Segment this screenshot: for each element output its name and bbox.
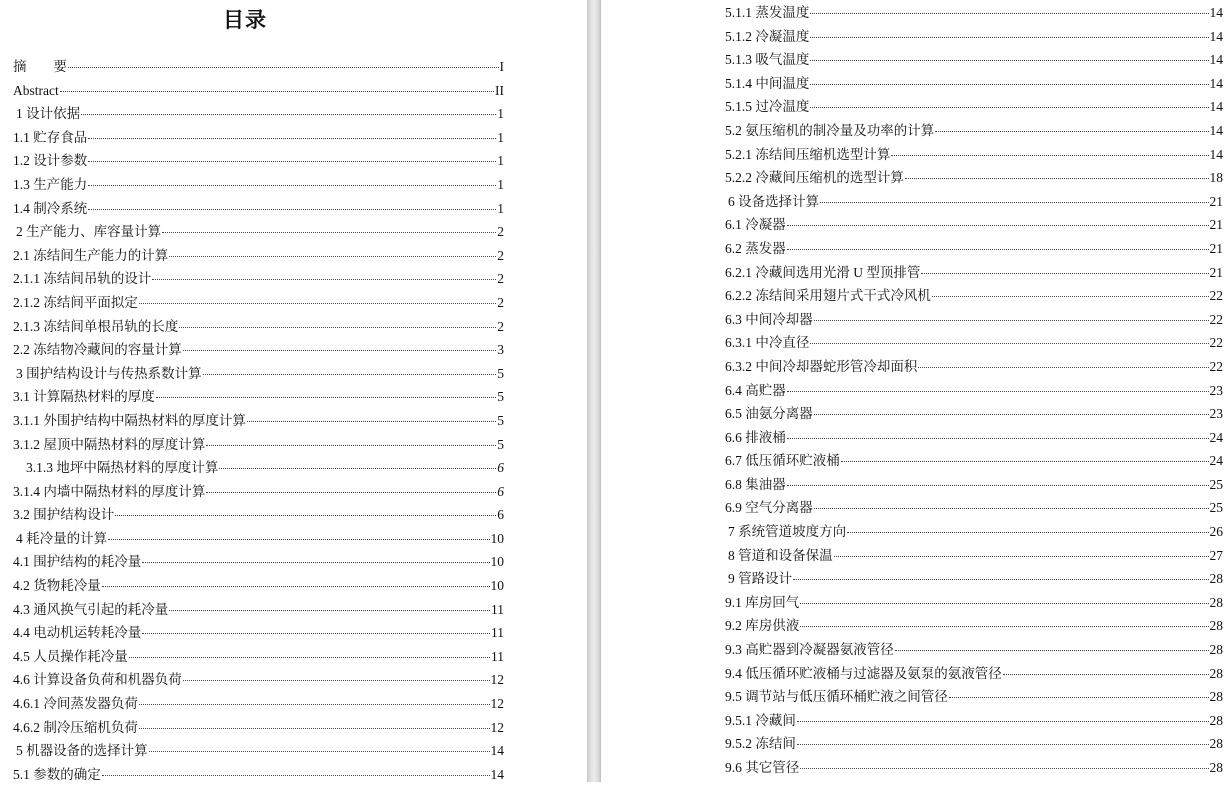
toc-entry-page-number: 18	[1209, 170, 1223, 186]
toc-entry-page-number: 21	[1209, 240, 1223, 256]
toc-dot-leader	[139, 704, 490, 705]
toc-entry-page-number: 2	[497, 271, 504, 287]
toc-entry-page-number: 22	[1209, 358, 1223, 374]
toc-entry[interactable]	[725, 145, 1223, 169]
toc-entry-label: 2.1.3 冻结间单根吊轨的长度	[13, 318, 179, 334]
toc-entry-label: 9.5.1 冷藏间	[725, 712, 796, 728]
toc-entry[interactable]	[725, 404, 1223, 428]
toc-entry-label: 1.3 生产能力	[13, 176, 88, 192]
toc-entry-page-number: 24	[1209, 453, 1223, 469]
toc-entry-label: 6.1 冷凝器	[725, 217, 786, 233]
toc-entry-page-number: 11	[491, 648, 504, 664]
toc-entry[interactable]	[13, 505, 504, 529]
toc-dot-leader	[810, 37, 1208, 38]
toc-entry[interactable]	[13, 670, 504, 694]
toc-entry-label: 9.1 库房回气	[725, 594, 800, 610]
toc-entry-label: 3.2 围护结构设计	[13, 507, 115, 523]
toc-entry[interactable]	[13, 765, 504, 788]
toc-entry-page-number: 5	[497, 365, 504, 381]
toc-entry-label: 5.1.3 吸气温度	[725, 52, 810, 68]
toc-entry[interactable]	[725, 333, 1223, 357]
toc-entry-page-number: 1	[497, 176, 504, 192]
toc-entry[interactable]	[725, 215, 1223, 239]
toc-entry[interactable]	[13, 293, 504, 317]
toc-entry[interactable]	[725, 593, 1223, 617]
toc-entry-label: 4.3 通风换气引起的耗冷量	[13, 601, 169, 617]
toc-entry-label: 4.5 人员操作耗冷量	[13, 648, 128, 664]
toc-entry[interactable]	[725, 357, 1223, 381]
toc-dot-leader	[921, 273, 1208, 274]
toc-entry-label: 5 机器设备的选择计算	[16, 743, 148, 759]
toc-entry-page-number: 11	[491, 625, 504, 641]
toc-entry[interactable]	[13, 246, 504, 270]
toc-entry-label: 4 耗冷量的计算	[16, 530, 108, 546]
toc-entry[interactable]	[13, 623, 504, 647]
toc-entry-label: 1.4 制冷系统	[13, 200, 88, 216]
toc-dot-leader	[81, 114, 496, 115]
toc-entry-page-number: I	[499, 59, 504, 74]
toc-entry-label: 3.1 计算隔热材料的厚度	[13, 389, 155, 405]
toc-entry[interactable]	[725, 121, 1223, 145]
toc-dot-leader	[787, 225, 1209, 226]
toc-entry[interactable]	[13, 552, 504, 576]
toc-dot-leader	[156, 397, 497, 398]
toc-entry-page-number: 22	[1209, 288, 1223, 304]
toc-entry-page-number: 14	[1209, 5, 1223, 20]
toc-entry-label: 6.3 中间冷却器	[725, 311, 813, 327]
toc-entry[interactable]	[13, 151, 504, 175]
toc-entry[interactable]	[13, 694, 504, 718]
toc-dot-leader	[60, 91, 494, 92]
toc-entry-page-number: 26	[1209, 524, 1223, 540]
toc-entry-label: 3.1.3 地坪中隔热材料的厚度计算	[26, 460, 219, 476]
toc-entry-label: 3.1.2 屋顶中隔热材料的厚度计算	[13, 436, 206, 452]
toc-dot-leader	[142, 633, 490, 634]
toc-dot-leader	[787, 485, 1209, 486]
toc-entry-label: 5.2.1 冻结间压缩机选型计算	[725, 146, 891, 162]
toc-entry-page-number: 12	[490, 672, 504, 688]
toc-list-right	[725, 3, 1223, 782]
toc-entry-page-number: 1	[497, 129, 504, 145]
toc-entry[interactable]	[725, 3, 1223, 27]
toc-entry-page-number: 28	[1209, 571, 1223, 587]
toc-entry-label: 3.1.4 内墙中隔热材料的厚度计算	[13, 483, 206, 499]
toc-entry-label: 3 围护结构设计与传热系数计算	[16, 365, 202, 381]
toc-entry-page-number: 27	[1209, 547, 1223, 563]
toc-entry[interactable]	[13, 269, 504, 293]
toc-entry[interactable]	[725, 310, 1223, 334]
toc-dot-leader	[88, 138, 496, 139]
toc-entry[interactable]	[13, 128, 504, 152]
toc-entry-page-number: 14	[1209, 52, 1223, 68]
toc-entry[interactable]	[13, 458, 504, 482]
toc-entry-label: 4.6.1 冷间蒸发器负荷	[13, 696, 138, 712]
toc-entry-page-number: 25	[1209, 476, 1223, 492]
toc-entry-page-number: 3	[497, 342, 504, 358]
toc-entry-label: 2.1 冻结间生产能力的计算	[13, 247, 169, 263]
toc-entry-page-number: 1	[497, 153, 504, 169]
toc-dot-leader	[169, 256, 496, 257]
toc-entry-label: 7 系统管道坡度方向	[728, 524, 847, 540]
toc-entry-page-number: 2	[497, 294, 504, 310]
toc-entry-page-number: 6	[497, 507, 504, 523]
toc-dot-leader	[787, 249, 1209, 250]
toc-entry[interactable]	[725, 286, 1223, 310]
toc-entry-page-number: 14	[490, 743, 504, 759]
toc-entry[interactable]	[13, 104, 504, 128]
toc-entry[interactable]	[725, 239, 1223, 263]
toc-entry[interactable]	[13, 57, 504, 81]
toc-entry-label: 9.3 高贮器到冷凝器氨液管径	[725, 642, 894, 658]
toc-dot-leader	[88, 209, 496, 210]
toc-entry-label: 3.1.1 外围护结构中隔热材料的厚度计算	[13, 412, 246, 428]
toc-dot-leader	[820, 202, 1208, 203]
toc-entry-label: 6.2.1 冷藏间选用光滑 U 型顶排管	[725, 264, 921, 280]
toc-entry-page-number: 6	[497, 483, 504, 499]
toc-entry-page-number: 5	[497, 389, 504, 405]
toc-entry-label: 1.1 贮存食品	[13, 129, 88, 145]
toc-entry[interactable]	[13, 600, 504, 624]
toc-entry[interactable]	[13, 387, 504, 411]
toc-entry-label: 5.1.5 过冷温度	[725, 99, 810, 115]
toc-entry[interactable]	[725, 522, 1223, 546]
toc-entry[interactable]	[13, 175, 504, 199]
toc-dot-leader	[183, 350, 497, 351]
toc-entry-label: 4.6.2 制冷压缩机负荷	[13, 719, 138, 735]
toc-entry-page-number: 23	[1209, 406, 1223, 422]
toc-entry-page-number: 14	[1209, 75, 1223, 91]
toc-entry-label: 4.6 计算设备负荷和机器负荷	[13, 672, 182, 688]
toc-entry-label: 9.5 调节站与低压循环桶贮液之间管径	[725, 689, 948, 705]
toc-entry[interactable]	[13, 340, 504, 364]
toc-entry-label: 2 生产能力、库容量计算	[16, 224, 162, 240]
toc-dot-leader	[68, 67, 499, 68]
toc-dot-leader	[841, 461, 1209, 462]
toc-dot-leader	[142, 562, 489, 563]
toc-list-left	[13, 57, 504, 788]
toc-entry-page-number: 28	[1209, 618, 1223, 634]
toc-dot-leader	[152, 279, 496, 280]
toc-entry-page-number: 21	[1209, 193, 1223, 209]
toc-entry-label: 2.2 冻结物冷藏间的容量计算	[13, 342, 182, 358]
toc-entry-page-number: 21	[1209, 217, 1223, 233]
toc-entry[interactable]	[725, 428, 1223, 452]
toc-dot-leader	[800, 603, 1208, 604]
toc-entry-label: 6.3.1 中冷直径	[725, 335, 810, 351]
toc-entry[interactable]	[13, 222, 504, 246]
toc-entry-page-number: 14	[490, 766, 504, 782]
document-page-right	[601, 0, 1225, 782]
toc-dot-leader	[918, 367, 1208, 368]
toc-entry-page-number: 5	[497, 412, 504, 428]
toc-dot-leader	[932, 296, 1209, 297]
toc-entry[interactable]	[725, 664, 1223, 688]
toc-dot-leader	[800, 626, 1208, 627]
toc-entry-label: 6.2.2 冻结间采用翅片式干式冷风机	[725, 288, 931, 304]
toc-dot-leader	[800, 768, 1208, 769]
toc-entry[interactable]	[725, 475, 1223, 499]
toc-entry-label: 6.5 油氨分离器	[725, 406, 813, 422]
toc-entry-page-number: 2	[497, 247, 504, 263]
toc-dot-leader	[102, 586, 490, 587]
page-divider	[587, 0, 601, 782]
toc-dot-leader	[203, 374, 497, 375]
toc-entry-label: 6.7 低压循环贮液桶	[725, 453, 840, 469]
toc-entry-page-number: II	[495, 82, 504, 98]
toc-entry-page-number: 22	[1209, 335, 1223, 351]
toc-entry-label: 6.4 高贮器	[725, 382, 786, 398]
toc-dot-leader	[162, 232, 496, 233]
toc-entry-label: 1.2 设计参数	[13, 153, 88, 169]
toc-entry-page-number: 28	[1209, 594, 1223, 610]
toc-entry-page-number: 24	[1209, 429, 1223, 445]
toc-dot-leader	[179, 327, 496, 328]
toc-entry[interactable]	[725, 50, 1223, 74]
toc-entry[interactable]	[725, 192, 1223, 216]
toc-entry[interactable]	[13, 81, 504, 105]
toc-dot-leader	[797, 721, 1209, 722]
toc-entry[interactable]	[13, 576, 504, 600]
toc-entry[interactable]	[725, 687, 1223, 711]
toc-entry-label: 5.1.1 蒸发温度	[725, 5, 810, 20]
toc-entry-label: 摘 要	[13, 59, 67, 74]
toc-dot-leader	[834, 556, 1209, 557]
toc-entry[interactable]	[13, 411, 504, 435]
toc-dot-leader	[149, 751, 490, 752]
toc-dot-leader	[1003, 674, 1209, 675]
toc-entry-page-number: 1	[497, 106, 504, 122]
toc-entry-label: 6.8 集油器	[725, 476, 786, 492]
toc-title: 目录	[223, 8, 267, 32]
toc-dot-leader	[206, 492, 496, 493]
toc-entry-page-number: 11	[491, 601, 504, 617]
toc-entry-label: 5.1 参数的确定	[13, 766, 101, 782]
toc-entry-page-number: 6	[497, 460, 504, 476]
toc-entry-page-number: 10	[490, 578, 504, 594]
toc-entry-label: Abstract	[13, 82, 59, 98]
toc-entry-label: 9 管路设计	[728, 571, 793, 587]
toc-dot-leader	[787, 438, 1209, 439]
toc-entry[interactable]	[725, 168, 1223, 192]
toc-dot-leader	[88, 185, 496, 186]
toc-dot-leader	[810, 60, 1208, 61]
toc-dot-leader	[905, 178, 1209, 179]
toc-entry[interactable]	[725, 27, 1223, 51]
toc-dot-leader	[219, 468, 496, 469]
toc-dot-leader	[88, 161, 496, 162]
toc-entry-page-number: 2	[497, 318, 504, 334]
toc-entry-page-number: 28	[1209, 736, 1223, 752]
toc-entry-page-number: 10	[490, 530, 504, 546]
toc-entry-label: 5.1.4 中间温度	[725, 75, 810, 91]
toc-dot-leader	[814, 320, 1209, 321]
toc-entry-label: 9.2 库房供液	[725, 618, 800, 634]
toc-entry-page-number: 28	[1209, 712, 1223, 728]
toc-dot-leader	[814, 508, 1209, 509]
toc-dot-leader	[793, 579, 1208, 580]
toc-entry-page-number: 14	[1209, 99, 1223, 115]
toc-dot-leader	[247, 421, 496, 422]
toc-entry-page-number: 25	[1209, 500, 1223, 516]
toc-entry-page-number: 12	[490, 696, 504, 712]
toc-entry-page-number: 28	[1209, 689, 1223, 705]
toc-entry-label: 6.6 排液桶	[725, 429, 786, 445]
toc-entry[interactable]	[725, 451, 1223, 475]
toc-entry-label: 2.1.1 冻结间吊轨的设计	[13, 271, 152, 287]
toc-entry[interactable]	[725, 734, 1223, 758]
toc-entry-label: 6.3.2 中间冷却器蛇形管冷却面积	[725, 358, 918, 374]
toc-entry-page-number: 10	[490, 554, 504, 570]
toc-dot-leader	[169, 610, 490, 611]
toc-entry[interactable]	[725, 498, 1223, 522]
toc-entry[interactable]	[13, 482, 504, 506]
toc-dot-leader	[102, 775, 490, 776]
toc-entry[interactable]	[725, 546, 1223, 570]
toc-entry[interactable]	[725, 616, 1223, 640]
toc-entry[interactable]	[725, 640, 1223, 664]
toc-entry[interactable]	[13, 529, 504, 553]
toc-dot-leader	[797, 744, 1209, 745]
toc-entry-page-number: 28	[1209, 642, 1223, 658]
toc-dot-leader	[108, 539, 489, 540]
toc-dot-leader	[949, 697, 1209, 698]
toc-entry-label: 9.4 低压循环贮液桶与过滤器及氨泵的氨液管径	[725, 665, 1002, 681]
toc-entry-page-number: 28	[1209, 760, 1223, 775]
toc-dot-leader	[115, 515, 496, 516]
toc-entry[interactable]	[725, 758, 1223, 782]
toc-entry[interactable]	[13, 364, 504, 388]
toc-entry-label: 5.2 氨压缩机的制冷量及功率的计算	[725, 122, 935, 138]
toc-entry-label: 4.4 电动机运转耗冷量	[13, 625, 142, 641]
toc-entry[interactable]	[13, 435, 504, 459]
toc-entry[interactable]	[13, 199, 504, 223]
toc-dot-leader	[206, 445, 496, 446]
toc-dot-leader	[787, 391, 1209, 392]
toc-dot-leader	[935, 131, 1208, 132]
toc-entry[interactable]	[13, 647, 504, 671]
document-page-left	[0, 0, 587, 782]
toc-dot-leader	[810, 107, 1208, 108]
toc-entry[interactable]	[725, 381, 1223, 405]
toc-entry-page-number: 21	[1209, 264, 1223, 280]
toc-entry-page-number: 1	[497, 200, 504, 216]
toc-entry-page-number: 28	[1209, 665, 1223, 681]
toc-entry-page-number: 23	[1209, 382, 1223, 398]
toc-entry[interactable]	[13, 718, 504, 742]
toc-entry-label: 1 设计依据	[16, 106, 81, 122]
toc-dot-leader	[810, 13, 1208, 14]
toc-entry-label: 4.2 货物耗冷量	[13, 578, 101, 594]
toc-dot-leader	[129, 657, 490, 658]
toc-entry[interactable]	[725, 711, 1223, 735]
toc-entry-label: 5.2.2 冷藏间压缩机的选型计算	[725, 170, 904, 186]
toc-entry-page-number: 2	[497, 224, 504, 240]
toc-entry-page-number: 14	[1209, 28, 1223, 44]
toc-entry-label: 8 管道和设备保温	[728, 547, 833, 563]
toc-dot-leader	[183, 680, 490, 681]
toc-entry-page-number: 12	[490, 719, 504, 735]
toc-dot-leader	[810, 84, 1208, 85]
toc-entry-label: 4.1 围护结构的耗冷量	[13, 554, 142, 570]
toc-entry-label: 2.1.2 冻结间平面拟定	[13, 294, 138, 310]
toc-entry-label: 6.2 蒸发器	[725, 240, 786, 256]
toc-entry-label: 9.5.2 冻结间	[725, 736, 796, 752]
toc-dot-leader	[139, 728, 490, 729]
toc-entry-page-number: 14	[1209, 122, 1223, 138]
toc-entry[interactable]	[725, 263, 1223, 287]
toc-dot-leader	[847, 532, 1208, 533]
toc-entry[interactable]	[13, 741, 504, 765]
toc-entry[interactable]	[13, 317, 504, 341]
toc-dot-leader	[814, 414, 1209, 415]
toc-dot-leader	[891, 155, 1208, 156]
toc-dot-leader	[895, 650, 1209, 651]
toc-entry-label: 5.1.2 冷凝温度	[725, 28, 810, 44]
toc-entry[interactable]	[725, 97, 1223, 121]
toc-entry-page-number: 5	[497, 436, 504, 452]
toc-entry[interactable]	[725, 74, 1223, 98]
toc-entry[interactable]	[725, 569, 1223, 593]
toc-dot-leader	[810, 343, 1208, 344]
toc-entry-page-number: 22	[1209, 311, 1223, 327]
toc-entry-page-number: 14	[1209, 146, 1223, 162]
toc-entry-label: 6 设备选择计算	[728, 193, 820, 209]
toc-entry-label: 9.6 其它管径	[725, 760, 800, 775]
toc-dot-leader	[139, 303, 496, 304]
toc-entry-label: 6.9 空气分离器	[725, 500, 813, 516]
